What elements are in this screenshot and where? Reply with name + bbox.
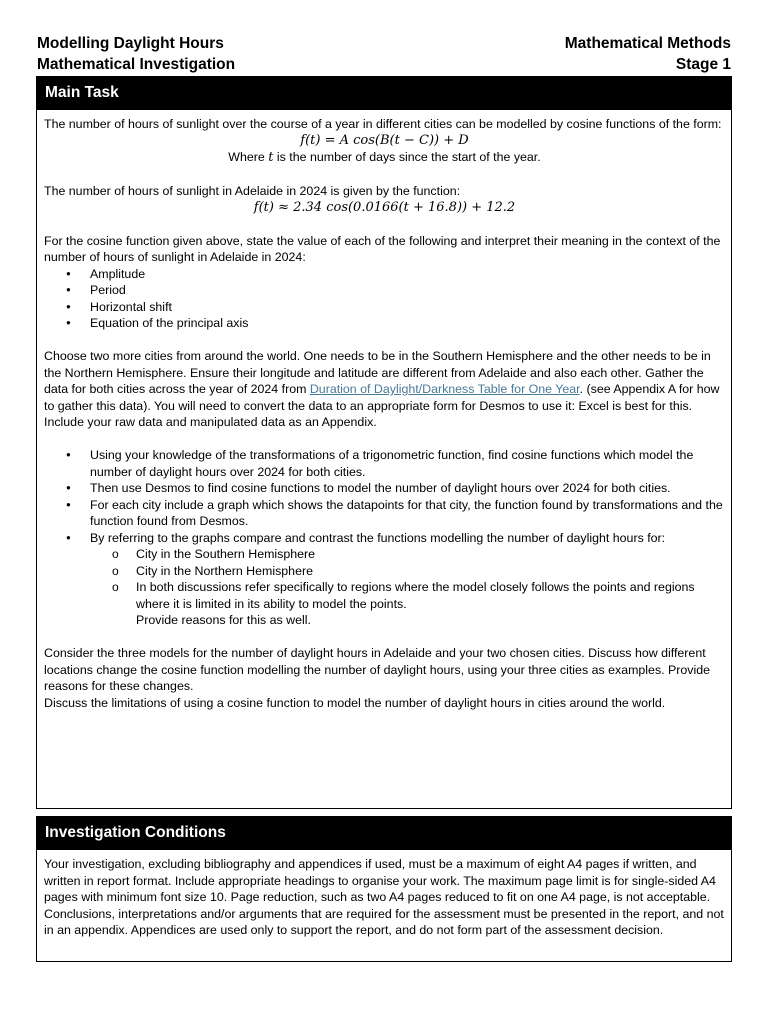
page-header: [37, 33, 731, 75]
choose-text-after: . (see Appendix A for how to gather this data). You will need to convert the data to an appropriate form for Desmos to use it: Excel is best for this. Include your raw data and manipulated data as an Appendix.: [44, 382, 720, 429]
header-subtitle: Mathematical Investigation: [37, 56, 236, 73]
list-item: ● For each city include a graph which shows the datapoints for that city, the function found by transformations and the function found from Desmos.: [66, 497, 725, 530]
intro-paragraph: The number of hours of sunlight over the course of a year in different cities can be modelled by cosine functions of the form:: [44, 117, 722, 131]
conditions-content: [37, 850, 731, 939]
daylight-table-link[interactable]: Duration of Daylight/Darkness Table for One Year: [309, 382, 580, 396]
conditions-section: [36, 816, 732, 962]
main-task-heading: Main Task: [37, 76, 731, 110]
header-title: Modelling Daylight Hours: [37, 35, 224, 52]
choose-paragraph: [44, 348, 725, 431]
task-list: [66, 447, 725, 629]
state-paragraph: For the cosine function given above, state the value of each of the following and interpret their meaning in the context of the number of hours of sunlight in Adelaide in 2024:: [44, 233, 721, 264]
header-subject: Mathematical Methods: [564, 35, 731, 52]
where-variable: t: [268, 150, 274, 165]
list-item-text: By referring to the graphs compare and contrast the functions modelling the number of daylight hours for:: [90, 530, 666, 545]
sub-note: Provide reasons for this as well.: [136, 613, 311, 627]
list-item: ● Equation of the principal axis: [66, 315, 725, 332]
where-line: [44, 149, 725, 167]
list-item: ● Horizontal shift: [66, 299, 725, 316]
list-item: ● Period: [66, 282, 725, 299]
state-list: [66, 266, 725, 332]
list-item: [66, 530, 725, 629]
main-task-section: [36, 76, 732, 809]
sub-list-item-text: In both discussions refer specifically to regions where the model closely follows the points and regions where it is limited in its ability to model the points.: [136, 580, 695, 611]
header-right: [565, 33, 731, 75]
list-item: ● Amplitude: [66, 266, 725, 283]
header-stage: Stage 1: [675, 56, 731, 73]
conditions-paragraph: Your investigation, excluding bibliography and appendices if used, must be a maximum of eight A4 pages if written, and written in report format. Include appropriate headings to organise your work. The maximum page limit is for single-sided A4 pages with minimum font size 10. Page reduction, such as two A4 pages reduced to fit on one A4 page, is not acceptable. Conclusions, interpretations and/or arguments that are required for the assessment must be presented in the report, and not in an appendix. Appendices are used only to support the report, and do not form part of the assessment decision.: [44, 857, 724, 937]
limitations-paragraph: Discuss the limitations of using a cosine function to model the number of daylight hours in cities around the world.: [44, 695, 666, 710]
choose-text: Choose two more cities from around the world. One needs to be in the Southern Hemisphere and the other needs to be in the Northern Hemisphere. Ensure their longitude and latitude are different from Adelaide and also each other. Gather the data for both cities across the year of 2024 from: [44, 349, 711, 396]
where-prefix: Where: [228, 150, 269, 164]
consider-paragraph: Consider the three models for the number of daylight hours in Adelaide and your two chosen cities. Discuss how different locations change the cosine function modelling the number of daylight hours, using your three cities as examples. Provide reasons for these changes.: [44, 646, 711, 693]
where-suffix: is the number of days since the start of the year.: [273, 150, 541, 164]
adelaide-formula: f(t) ≈ 2.34 cos(0.0166(t + 16.8)) + 12.2: [253, 199, 516, 215]
header-left: [37, 33, 235, 75]
sub-list: [112, 546, 725, 629]
list-item: ● Using your knowledge of the transformations of a trigonometric function, find cosine functions which model the number of daylight hours over 2024 for both cities.: [66, 447, 725, 480]
sub-list-item: o City in the Southern Hemisphere: [112, 546, 725, 563]
general-formula: f(t) = A cos(B(t − C)) + D: [300, 132, 469, 148]
sub-list-item: o City in the Northern Hemisphere: [112, 563, 725, 580]
conditions-heading: Investigation Conditions: [37, 816, 731, 850]
list-item: ● Then use Desmos to find cosine functions to model the number of daylight hours over 2024 for both cities.: [66, 480, 725, 497]
adelaide-paragraph: The number of hours of sunlight in Adelaide in 2024 is given by the function:: [44, 184, 461, 198]
main-task-content: [37, 110, 731, 711]
sub-list-item: [112, 579, 725, 629]
